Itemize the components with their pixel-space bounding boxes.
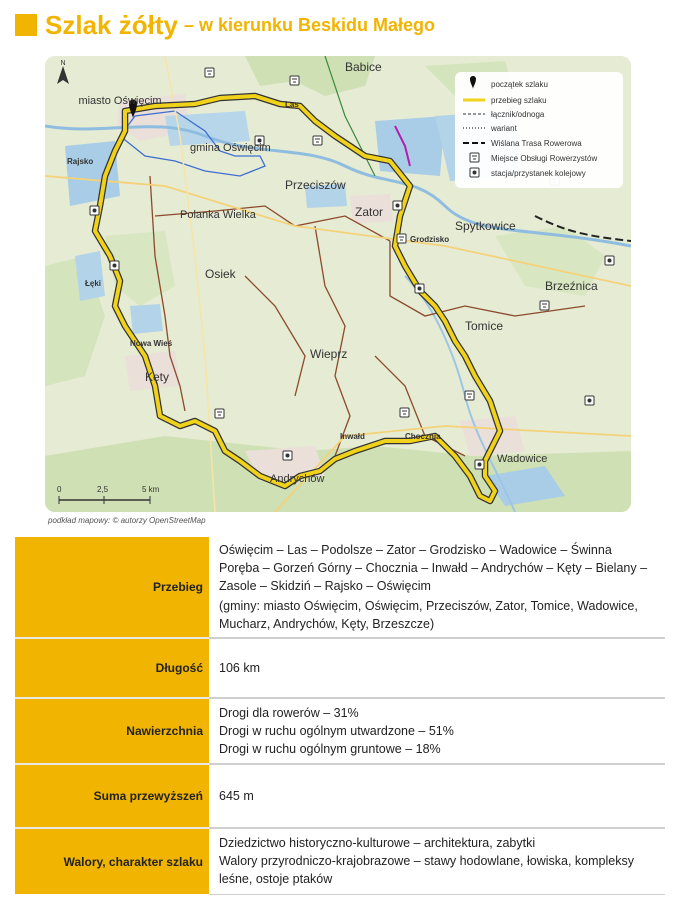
legend-label: stacja/przystanek kolejowy [491, 169, 586, 178]
train-station-icon[interactable] [415, 284, 424, 293]
legend-label: łącznik/odnoga [491, 110, 545, 119]
fish-ponds [375, 116, 445, 176]
surface-label: Nawierzchnia [15, 698, 209, 764]
legend-label: przebieg szlaku [491, 96, 547, 105]
bike-service-icon[interactable] [540, 301, 549, 310]
place-label: Przeciszów [285, 178, 346, 192]
place-label: Kęty [145, 370, 170, 384]
legend-label: początek szlaku [491, 80, 548, 89]
character-label: Walory, charakter szlaku [15, 828, 209, 894]
svg-text:2,5: 2,5 [97, 485, 109, 494]
place-label: Nowa Wieś [130, 339, 173, 348]
surface-value: Drogi dla rowerów – 31% Drogi w ruchu ogólnym utwardzone – 51% Drogi w ruchu ogólnym gruntowe – 18% [209, 698, 665, 764]
place-label: Tomice [465, 319, 504, 333]
table-row [15, 537, 665, 638]
bike-service-icon[interactable] [205, 68, 214, 77]
train-station-icon[interactable] [110, 261, 119, 270]
table-row [15, 764, 665, 828]
page-title [15, 8, 435, 42]
place-label: Grodzisko [410, 235, 450, 244]
train-station-icon[interactable] [393, 201, 402, 210]
bike-service-icon[interactable] [465, 391, 474, 400]
route-label: Przebieg [15, 537, 209, 638]
place-label: Rajsko [67, 157, 94, 166]
place-label: Spytkowice [455, 219, 516, 233]
legend-label: wariant [491, 124, 517, 133]
length-label: Długość [15, 638, 209, 698]
place-label: Andrychów [270, 473, 325, 485]
svg-text:5 km: 5 km [142, 485, 160, 494]
route-info-table [15, 537, 665, 895]
place-label: Łęki [85, 279, 102, 288]
place-label: gmina Oświęcim [190, 142, 271, 154]
train-station-icon [470, 168, 479, 177]
train-station-icon[interactable] [605, 256, 614, 265]
train-station-icon[interactable] [585, 396, 594, 405]
place-label: Chocznia [405, 432, 441, 441]
elevation-label: Suma przewyższeń [15, 764, 209, 828]
map-credit: podkład mapowy: © autorzy OpenStreetMap [48, 516, 206, 525]
bike-service-icon[interactable] [400, 408, 409, 417]
character-value: Dziedzictwo historyczno-kulturowe – architektura, zabytki Walory przyrodniczo-krajobrazowe – stawy hodowlane, łowiska, kompleksy leśne, ostoje ptaków [209, 828, 665, 894]
elevation-value: 645 m [209, 764, 665, 828]
svg-text:0: 0 [57, 485, 62, 494]
place-label: Brzeźnica [545, 279, 598, 293]
bike-service-icon[interactable] [397, 234, 406, 243]
place-label: Babice [345, 60, 382, 74]
route-value: Oświęcim – Las – Podolsze – Zator – Grodzisko – Wadowice – Świnna Poręba – Gorzeń Górny – Chocznia – Inwałd – Andrychów – Kęty – Bielany – Zasole – Skidziń – Rajsko – Oświęcim (gminy: miasto Oświęcim, Oświęcim, Przeciszów, Zator, Tomice, Wadowice, Mucharz, Andrychów, Kęty, Brzeszcze) [209, 537, 665, 638]
map-svg [45, 56, 631, 512]
place-label: miasto Oświęcim [78, 95, 162, 107]
place-label: Las [285, 100, 299, 109]
place-label: Polanka Wielka [180, 209, 256, 221]
title-square-icon [15, 14, 37, 36]
place-label: Wadowice [497, 453, 548, 465]
legend-label: Wiślana Trasa Rowerowa [491, 139, 582, 148]
place-label: Zator [355, 205, 384, 219]
bike-service-icon [470, 153, 479, 162]
bike-service-icon[interactable] [313, 136, 322, 145]
table-row [15, 698, 665, 764]
legend-label: Miejsce Obsługi Rowerzystów [491, 154, 598, 163]
place-label: Osiek [205, 267, 236, 281]
fish-ponds [75, 251, 105, 301]
length-value: 106 km [209, 638, 665, 698]
train-station-icon[interactable] [475, 460, 484, 469]
table-row [15, 828, 665, 894]
map-legend [455, 72, 623, 188]
bike-service-icon[interactable] [290, 76, 299, 85]
route-map[interactable] [45, 56, 631, 512]
bike-service-icon[interactable] [215, 409, 224, 418]
train-station-icon[interactable] [90, 206, 99, 215]
title-sub: – w kierunku Beskidu Małego [183, 14, 436, 35]
title-main: Szlak żółty [45, 9, 178, 40]
place-label: Inwałd [340, 432, 365, 441]
svg-text:N: N [60, 60, 66, 67]
table-row [15, 638, 665, 698]
fish-ponds [130, 304, 163, 334]
place-label: Wieprz [310, 347, 348, 361]
train-station-icon[interactable] [283, 451, 292, 460]
